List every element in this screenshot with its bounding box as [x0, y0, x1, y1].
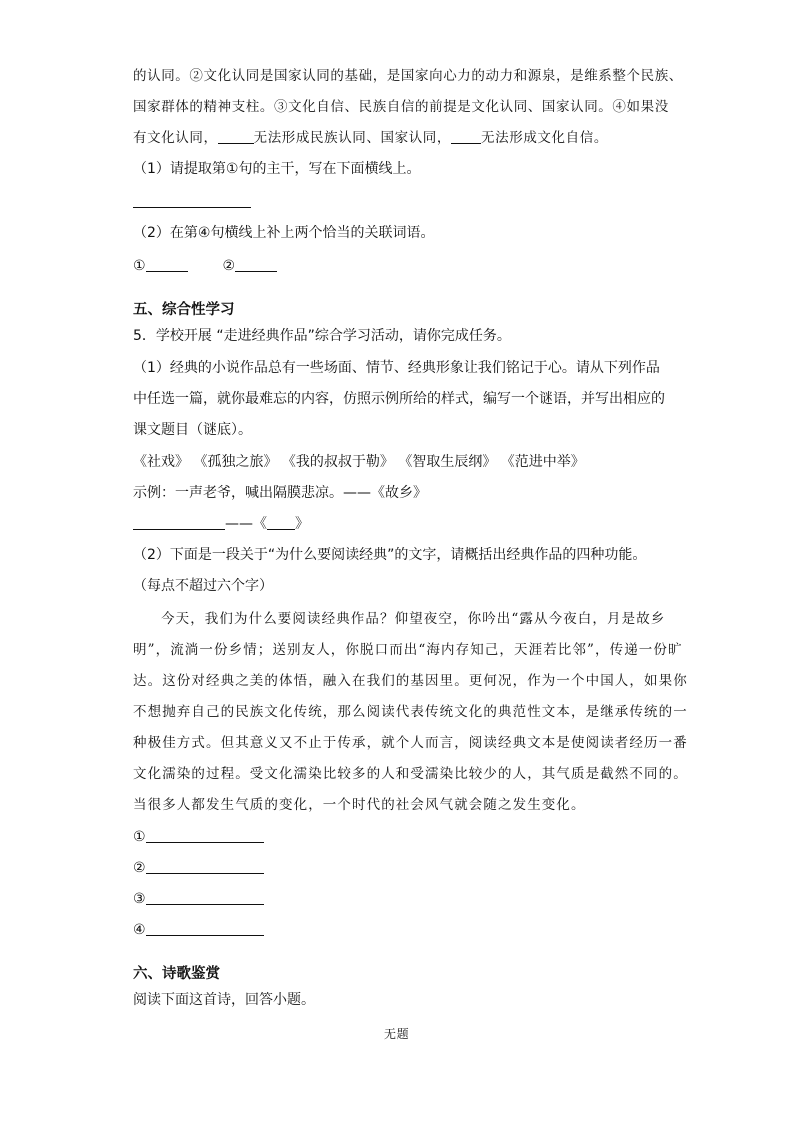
- riddle-title-blank[interactable]: [267, 515, 295, 530]
- reading-passage-line: 今天，我们为什么要阅读经典作品？仰望夜空，你吟出“露从今夜白，月是故乡: [161, 611, 666, 627]
- works-list: 《社戏》 《孤独之旅》 《我的叔叔于勒》 《智取生辰纲》 《范进中举》: [133, 454, 585, 470]
- function-answer-row: [133, 889, 264, 909]
- q4-sub2-answers: [133, 256, 277, 276]
- q5-sub1-line1: （1）经典的小说作品总有一些场面、情节、经典形象让我们铭记于心。请从下列作品: [133, 360, 660, 376]
- section5-intro: 5．学校开展 “走进经典作品”综合学习活动，请你完成任务。: [133, 328, 511, 344]
- function-mark: ③: [133, 891, 146, 907]
- passage-line-2: 国家群体的精神支柱。③文化自信、民族自信的前提是文化认同、国家认同。④如果没: [133, 99, 669, 115]
- function-answer-blank[interactable]: [146, 921, 264, 936]
- riddle-answer-row: [133, 514, 309, 534]
- function-answer-blank[interactable]: [146, 859, 264, 874]
- q5-sub2-line2: （每点不超过六个字）: [133, 578, 273, 594]
- function-answer-blank[interactable]: [146, 890, 264, 905]
- riddle-dash: ——《: [225, 516, 267, 532]
- reading-passage-line: 明”，流淌一份乡情；送别友人，你脱口而出“海内存知己，天涯若比邻”，传递一份旷: [133, 642, 683, 658]
- passage-line-3: [133, 128, 608, 148]
- q4-answer-blank-2[interactable]: [235, 257, 277, 272]
- q4-sub1-answer-line[interactable]: [133, 207, 251, 208]
- q4-sub1: （1）请提取第①句的主干，写在下面横线上。: [133, 161, 421, 177]
- riddle-blank[interactable]: [133, 515, 225, 530]
- passage-line-3-part-b: 无法形成民族认同、国家认同，: [253, 130, 452, 146]
- q5-sub1-line3: 课文题目（谜底）。: [133, 422, 252, 438]
- reading-passage-line: 种极佳方式。但其意义又不止于传承，就个人而言，阅读经典文本是使阅读者经历一番: [133, 735, 688, 751]
- reading-passage-line: 文化濡染的过程。受文化濡染比较多的人和受濡染比较少的人，其气质是截然不同的。: [133, 766, 688, 782]
- reading-passage-line: 当很多人都发生气质的变化，一个时代的社会风气就会随之发生变化。: [133, 797, 586, 813]
- answer-mark-1: ①: [133, 258, 146, 274]
- function-mark: ④: [133, 922, 146, 938]
- function-answer-row: [133, 858, 264, 878]
- section6-title: 六、诗歌鉴赏: [133, 966, 220, 982]
- answer-mark-2: ②: [222, 258, 236, 274]
- connective-blank-1[interactable]: [218, 129, 254, 144]
- connective-blank-2[interactable]: [451, 129, 481, 144]
- passage-line-3-part-a: 有文化认同，: [133, 130, 218, 146]
- q4-sub2: （2）在第④句横线上补上两个恰当的关联词语。: [133, 225, 435, 241]
- q5-sub2-line1: （2）下面是一段关于“为什么要阅读经典”的文字，请概括出经典作品的四种功能。: [133, 547, 647, 563]
- passage-line-3-part-c: 无法形成文化自信。: [481, 130, 608, 146]
- passage-line-1: 的认同。②文化认同是国家认同的基础，是国家向心力的动力和源泉，是维系整个民族、: [133, 68, 683, 84]
- riddle-example: 示例：一声老爷，喊出隔膜悲凉。——《故乡》: [133, 485, 427, 501]
- reading-passage-line: 达。这份对经典之美的体悟，融入在我们的基因里。更何况，作为一个中国人，如果你: [133, 673, 688, 689]
- q4-answer-blank-1[interactable]: [146, 257, 188, 272]
- function-answer-row: [133, 827, 264, 847]
- poem-title: 无题: [384, 1027, 410, 1041]
- q5-sub1-line2: 中任选一篇，就你最难忘的内容，仿照示例所给的样式，编写一个谜语，并写出相应的: [133, 391, 665, 407]
- function-answer-row: [133, 920, 264, 940]
- section6-intro: 阅读下面这首诗，回答小题。: [133, 992, 315, 1008]
- function-answer-blank[interactable]: [146, 828, 264, 843]
- function-mark: ②: [133, 860, 146, 876]
- function-mark: ①: [133, 829, 146, 845]
- riddle-close: 》: [295, 516, 309, 532]
- reading-passage-line: 不想抛弃自己的民族文化传统，那么阅读代表传统文化的典范性文本，是继承传统的一: [133, 704, 688, 720]
- section5-title: 五、综合性学习: [133, 302, 235, 318]
